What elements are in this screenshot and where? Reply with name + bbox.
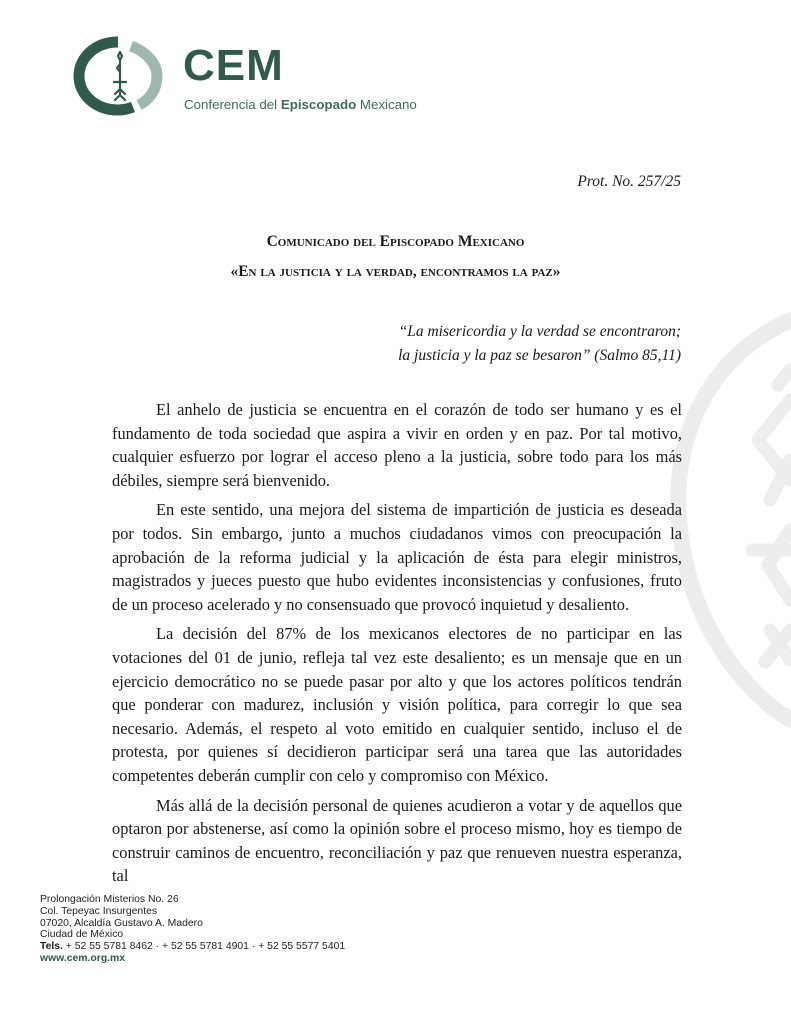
address-line: Prolongación Misterios No. 26 [40, 894, 179, 905]
logo-acronym: CEM [183, 41, 284, 90]
paragraph: Más allá de la decisión personal de quienes acudieron a votar y de aquellos que optaron por abstenerse, así como la opinión sobre el proceso mismo, hoy es tiempo de construir caminos de encuentro, reconciliación y paz que renueven nuestra esperanza, tal [112, 795, 682, 886]
epigraph [398, 320, 681, 368]
phone-line [40, 941, 345, 953]
phone-numbers: + 52 55 5781 8462 · + 52 55 5781 4901 · + 52 55 5577 5401 [62, 941, 346, 953]
paragraph: El anhelo de justicia se encuentra en el corazón de todo ser humano y es el fundamento de toda sociedad que aspira a vivir en orden y en paz. Por tal motivo, cualquier esfuerzo por lograr el acceso pleno a la justicia, sobre todo para los más débiles, siempre será bienvenido. [112, 400, 682, 490]
paragraph: La decisión del 87% de los mexicanos electores de no participar en las votaciones del 01 de junio, refleja tal vez este desaliento; es un mensaje que en un ejercicio democrático no se puede pasar por alto y que los actores políticos tendrán que ponderar con madurez, inclusión y visión política, para corregir lo que sea necesario. Además, el respeto al voto emitido en cualquier sentido, incluso el de protesta, por quienes sí decidieron participar será una tarea que las autoridades competentes deberán cumplir con celo y compromiso con México. [112, 624, 682, 785]
address-line: Col. Tepeyac Insurgentes [40, 905, 158, 917]
cem-emblem-icon [73, 36, 163, 116]
cem-logo [73, 36, 433, 116]
logo-name-bold: Episcopado [280, 97, 357, 112]
document-title: Comunicado del Episcopado Mexicano [266, 233, 525, 250]
footer-contact [40, 894, 345, 965]
body-text [112, 398, 682, 894]
epigraph-line: “La misericordia y la verdad se encontraron; [398, 323, 681, 340]
address-line: Ciudad de México [40, 929, 124, 941]
logo-name-suffix: Mexicano [356, 97, 417, 112]
document-subtitle: «En la justicia y la verdad, encontramos la paz» [230, 263, 561, 280]
phone-label: Tels. [40, 941, 63, 953]
address-line: 07020, Alcaldía Gustavo A. Madero [40, 917, 203, 929]
logo-full-name [184, 97, 417, 113]
epigraph-line: la justicia y la paz se besaron” (Salmo 85,11) [398, 347, 681, 364]
protocol-number: Prot. No. 257/25 [577, 173, 681, 190]
logo-name-prefix: Conferencia del [184, 97, 281, 112]
paragraph: En este sentido, una mejora del sistema de impartición de justicia es deseada por todos. Sin embargo, junto a muchos ciudadanos vimos con preocupación la aprobación de la reforma judicial y la aplicación de ésta para elegir ministros, magistrados y jueces puesto que hubo evidentes inconsistencias y confusiones, fruto de un proceso acelerado y no consensuado que provocó inquietud y desaliento. [112, 500, 682, 614]
website-link[interactable]: www.cem.org.mx [40, 952, 126, 964]
